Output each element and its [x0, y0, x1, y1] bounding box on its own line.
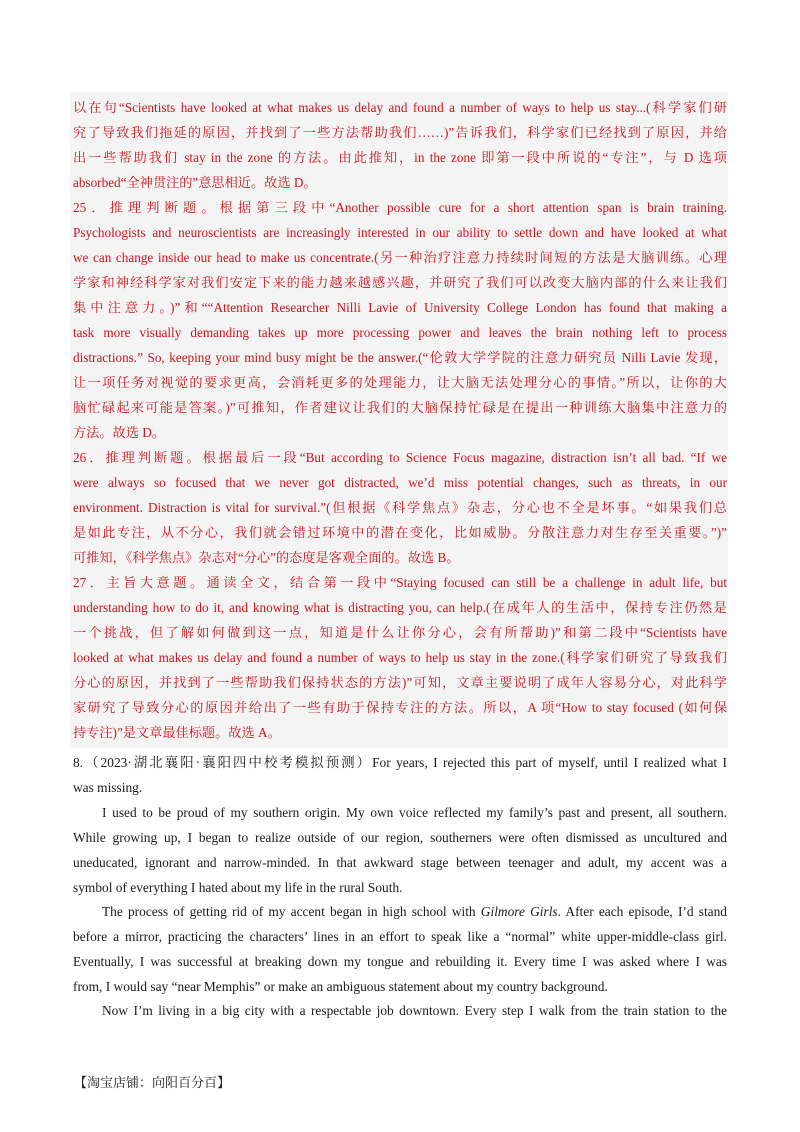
answer-line: 让一项任务对视觉的要求更高，会消耗更多的处理能力，让大脑无法处理分心的事情。”所以，让你的大 [73, 375, 727, 390]
answer-line: task more visually demanding takes up more processing power and leaves the brain nothing left to process [73, 325, 727, 340]
answer-line: were always so focused that we never got distracted, we’d miss potential changes, such as threats, in our [73, 475, 727, 490]
answer-line: 是如此专注，从不分心，我们就会错过环境中的潜在变化，比如威胁。分散注意力对生存至关重要。”)” [73, 525, 727, 540]
answer-line: Psychologists and neuroscientists are increasingly interested in our ability to settle down and have looked at what [73, 225, 727, 240]
answer-line: 脑忙碌起来可能是答案。)”可推知，作者建议让我们的大脑保持忙碌是在提出一种训练大脑集中注意力的 [73, 400, 727, 415]
answer-line: we can change inside our head to make us concentrate.(另一种治疗注意力持续时间短的方法是大脑训练。心理 [73, 250, 727, 265]
footer-store-label: 【淘宝店铺：向阳百分百】 [74, 1076, 231, 1091]
answer-line: distractions.” So, keeping your mind busy might be the answer.(“伦敦大学学院的注意力研究员 Nilli Lavie 发现， [73, 350, 727, 365]
answer-line: 集中注意力。)”和““Attention Researcher Nilli Lavie of University College London has found that making a [73, 300, 727, 315]
passage-p1-line: uneducated, ignorant and narrow-minded. In that awkward stage between teenager and adult, my accent was a [73, 855, 727, 870]
question-8-header: 8.（2023·湖北襄阳·襄阳四中校考模拟预测）For years, I rejected this part of myself, until I realized what I [73, 755, 727, 770]
passage-p1-line: symbol of everything I hated about my life in the rural South. [73, 880, 403, 895]
passage-p1-line: I used to be proud of my southern origin. My own voice reflected my family’s past and present, all southern. [102, 805, 727, 820]
answer-line: 一个挑战，但了解如何做到这一点，知道是什么让你分心，会有所帮助)”和第二段中“Scientists have [73, 625, 727, 640]
passage-p2-line: before a mirror, practicing the characters’ lines in an effort to speak like a “normal” white upper-middle-class girl. [73, 929, 727, 944]
passage-p3-line: Now I’m living in a big city with a respectable job downtown. Every step I walk from the train station to the [102, 1003, 727, 1018]
answer-line: 持专注)”是文章最佳标题。故选 A。 [73, 725, 281, 740]
answer-line: 究了导致我们拖延的原因，并找到了一些方法帮助我们……)”告诉我们，科学家们已经找到了原因，并给 [73, 125, 727, 140]
answer-line: 26．推理判断题。根据最后一段“But according to Science Focus magazine, distraction isn’t all bad. “If we [73, 450, 727, 465]
answer-line: 25．推理判断题。根据第三段中“Another possible cure for a short attention span is brain training. [73, 200, 727, 215]
answer-line: 分心的原因，并找到了一些帮助我们保持状态的方法)”可知，文章主要说明了成年人容易分心，对此科学 [73, 675, 727, 690]
answer-line: absorbed“全神贯注的”意思相近。故选 D。 [73, 175, 317, 190]
answer-line: 家研究了导致分心的原因并给出了一些有助于保持专注的方法。所以，A 项“How to stay focused (如何保 [73, 700, 727, 715]
passage-p2-first-line: The process of getting rid of my accent began in high school with Gilmore Girls. After each episode, I’d stand [102, 904, 727, 919]
question-8-header-cont: was missing. [73, 780, 143, 795]
answer-line: 学家和神经科学家对我们安定下来的能力越来越感兴趣，并研究了我们可以改变大脑内部的什么来让我们 [73, 275, 727, 290]
passage-p1-line: While growing up, I began to realize outside of our region, southerners were often dismissed as uncultured and [73, 830, 727, 845]
answer-line: environment. Distraction is vital for survival.”(但根据《科学焦点》杂志，分心也不全是坏事。“如果我们总 [73, 500, 727, 515]
answer-line: 可推知，《科学焦点》杂志对“分心”的态度是客观全面的。故选 B。 [73, 550, 460, 565]
answer-line: 以在句“Scientists have looked at what makes us delay and found a number of ways to help us stay...(科学家们研 [73, 100, 727, 115]
passage-p2-line: Eventually, I was successful at breaking down my tongue and rebuilding it. Every time I was asked where I was [73, 954, 727, 969]
answer-line: looked at what makes us delay and found a number of ways to help us stay in the zone.(科学家们研究了导致我们 [73, 650, 727, 665]
show-title: Gilmore Girls [480, 904, 558, 919]
answer-line: 27．主旨大意题。通读全文，结合第一段中“Staying focused can still be a challenge in adult life, but [73, 575, 727, 590]
passage-p2-line: from, I would say “near Memphis” or make an ambiguous statement about my country background. [73, 979, 608, 994]
answer-line: 方法。故选 D。 [73, 425, 165, 440]
answer-line: understanding how to do it, and knowing what is distracting you, can help.(在成年人的生活中，保持专注仍然是 [73, 600, 727, 615]
answer-line: 出一些帮助我们 stay in the zone 的方法。由此推知，in the zone 即第一段中所说的“专注”，与 D 选项 [73, 150, 727, 165]
